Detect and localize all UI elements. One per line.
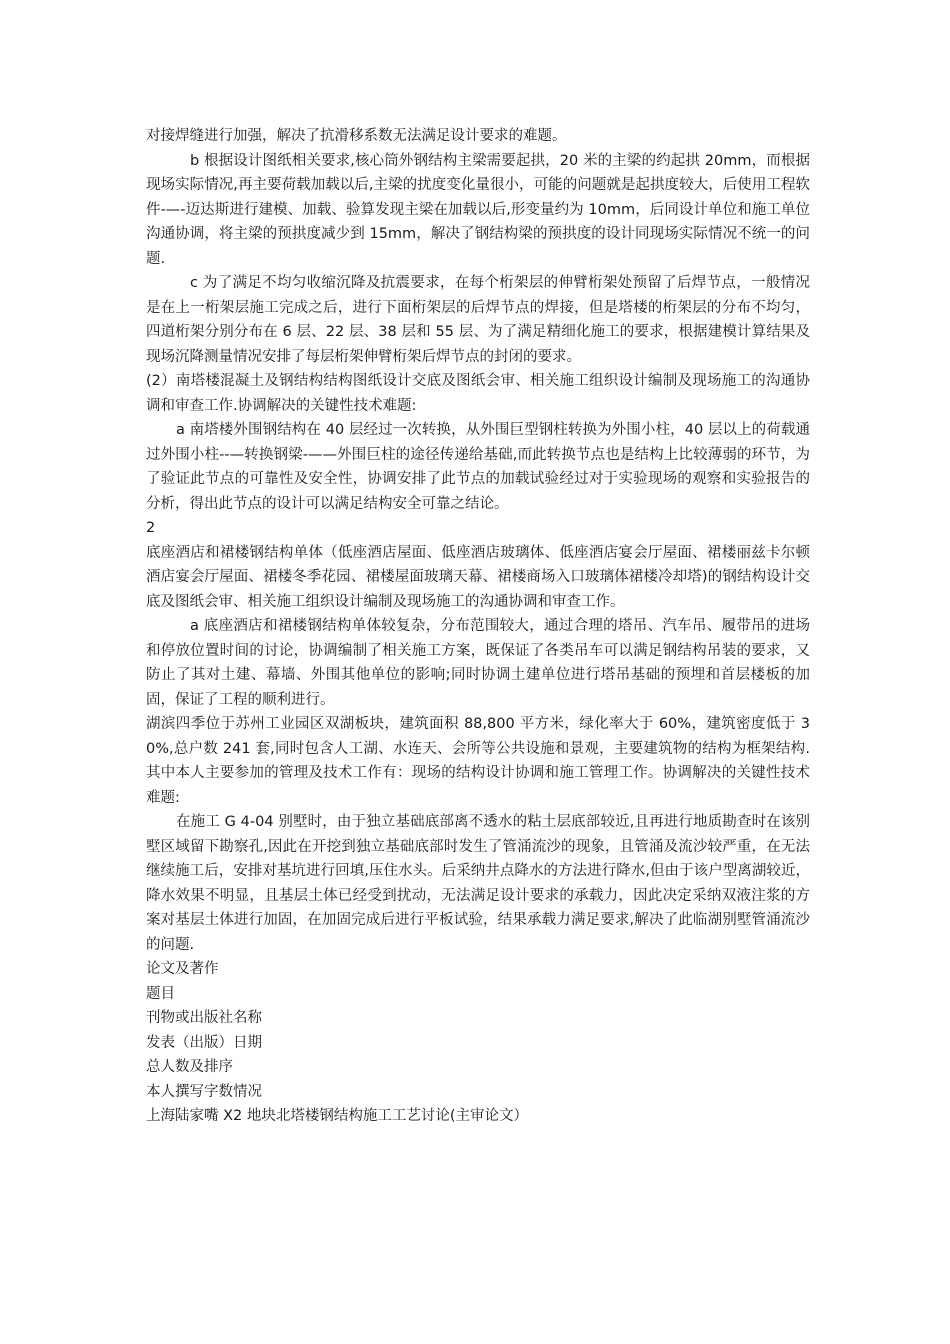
field-publish-date: 发表（出版）日期 [146, 1034, 262, 1051]
paragraph-villa-piping-sand: 在施工 G 4-04 别墅时，由于独立基础底部离不透水的粘土层底部较近,且再进行地质勘查时在该别墅区域留下勘察孔,因此在开挖到独立基础底部时发生了管涌流沙的现象，且管涌及流沙较严重，在无法继续施工后，安排对基坑进行回填,压住水头。后采纳井点降水的方法进行降水,但由于该户型离湖较近，降水效果不明显，且基层土体已经受到扰动，无法满足设计要求的承载力，因此决定采纳双液注浆的方案对基层土体进行加固，在加固完成后进行平板试验，结果承载力满足要求,解决了此临湖别墅管涌流沙的问题. [146, 814, 810, 953]
field-word-count: 本人撰写字数情况 [146, 1083, 262, 1100]
paragraph-weld-reinforcement: 对接焊缝进行加强，解决了抗滑移系数无法满足设计要求的难题。 [146, 128, 567, 144]
paragraph-c-post-weld-nodes: c 为了满足不均匀收缩沉降及抗震要求，在每个桁架层的伸臂桁架处预留了后焊节点，一般情况是在上一桁架层施工完成之后，进行下面桁架层的后焊节点的焊接，但是塔楼的桁架层的分布不均匀，四道桁架分别分布在 6 层、22 层、38 层和 55 层、为了满足精细化施工的要求，根据建模计算结果及现场沉降测量情况安排了每层桁架伸臂桁架后焊节点的封闭的要求。 [146, 275, 810, 365]
paragraph-a-crane-logistics: a 底座酒店和裙楼钢结构单体较复杂，分布范围较大，通过合理的塔吊、汽车吊、履带吊的进场和停放位置时间的讨论，协调编制了相关施工方案，既保证了各类吊车可以满足钢结构吊装的要求，又防止了其对土建、幕墙、外围其他单位的影响;同时协调土建单位进行塔吊基础的预埋和首层楼板的加固，保证了工程的顺利进行。 [146, 618, 810, 708]
field-publisher: 刊物或出版社名称 [146, 1010, 262, 1026]
document-body [146, 124, 810, 1129]
field-title: 题目 [146, 985, 175, 1002]
heading-papers-and-works: 论文及著作 [146, 961, 219, 977]
paragraph-a-transfer-node: a 南塔楼外围钢结构在 40 层经过一次转换，从外围巨型钢柱转换为外围小柱，40 层以上的荷载通过外围小柱--—转换钢梁-——外围巨柱的途径传递给基础,而此转换节点也是结构上比较薄弱的环节，为了验证此节点的可靠性及安全性，协调安排了此节点的加载试验经过对于实验现场的观察和实验报告的分析，得出此节点的设计可以满足结构安全可靠之结论。 [146, 422, 810, 512]
paragraph-b-camber: b 根据设计图纸相关要求,核心筒外钢结构主梁需要起拱，20 米的主梁的约起拱 20mm，而根据现场实际情况,再主要荷载加载以后,主梁的扰度变化量很小，可能的问题就是起拱度较大，后使用工程软件-—-迈达斯进行建模、加载、验算发现主梁在加载以后,形变量约为 10mm，后同设计单位和施工单位沟通协调，将主梁的预拱度减少到 15mm，解决了钢结构梁的预拱度的设计同现场实际情况不统一的问题. [146, 152, 810, 267]
paragraph-podium-hotel-scope: 底座酒店和裙楼钢结构单体（低座酒店屋面、低座酒店玻璃体、低座酒店宴会厅屋面、裙楼丽兹卡尔顿酒店宴会厅屋面、裙楼冬季花园、裙楼屋面玻璃天幕、裙楼商场入口玻璃体裙楼冷却塔)的钢结构设计交底及图纸会审、相关施工组织设计编制及现场施工的沟通协调和审查工作。 [146, 544, 810, 610]
paragraph-section-2-south-tower: (2）南塔楼混凝土及钢结构结构图纸设计交底及图纸会审、相关施工组织设计编制及现场施工的沟通协调和审查工作.协调解决的关键性技术难题: [146, 373, 810, 414]
paragraph-lakeside-four-seasons: 湖滨四季位于苏州工业园区双湖板块，建筑面积 88,800 平方米，绿化率大于 60%，建筑密度低于 30%,总户数 241 套,同时包含人工湖、水连天、会所等公共设施和景观，主要建筑物的结构为框架结构.其中本人主要参加的管理及技术工作有：现场的结构设计协调和施工管理工作。协调解决的关键性技术难题: [146, 716, 810, 806]
section-number: 2 [146, 520, 156, 536]
field-author-count: 总人数及排序 [146, 1059, 233, 1075]
paper-title-entry: 上海陆家嘴 X2 地块北塔楼钢结构施工工艺讨论(主审论文） [146, 1108, 529, 1124]
